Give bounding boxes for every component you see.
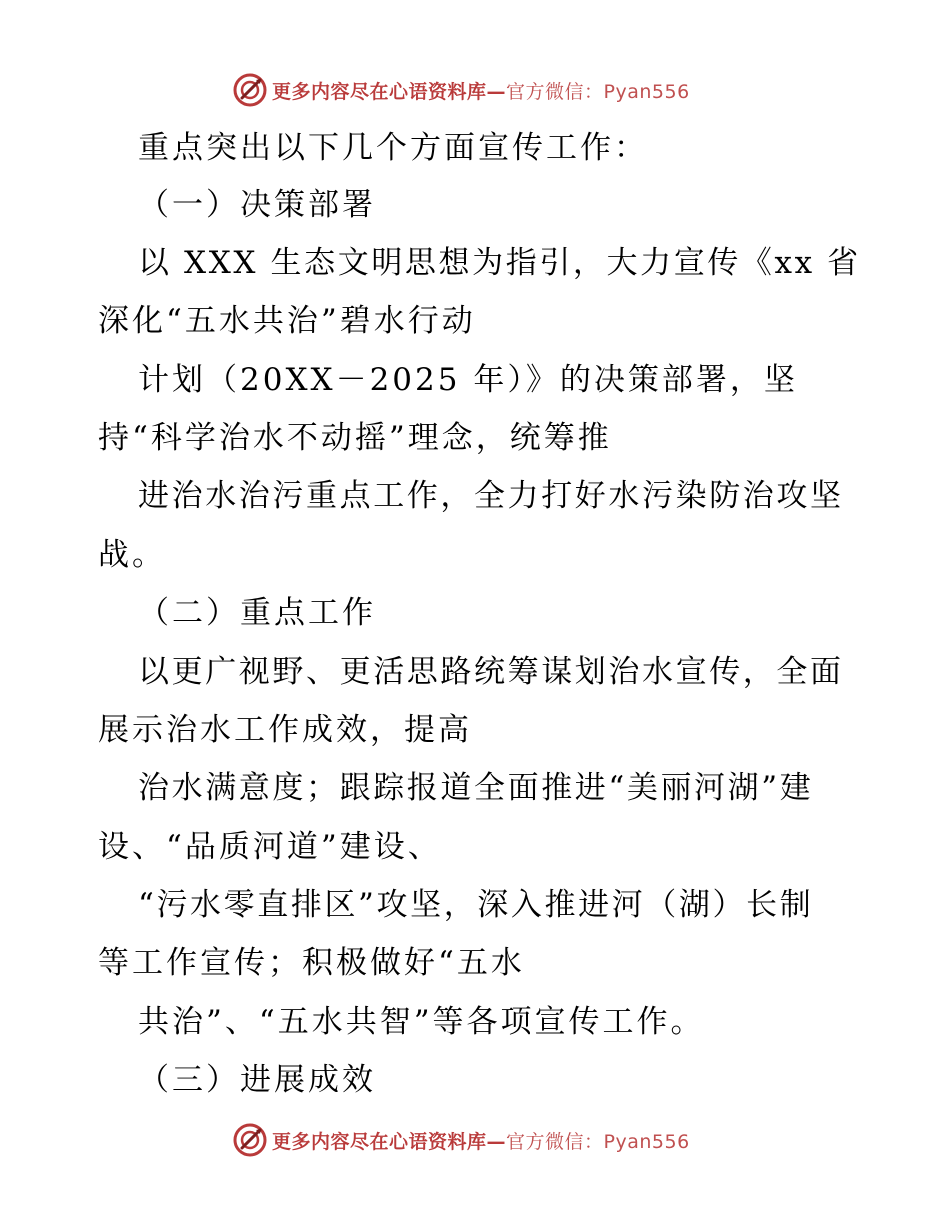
body-line-0: 重点突出以下几个方面宣传工作： bbox=[138, 130, 648, 166]
body-line-7: 战。 bbox=[98, 537, 166, 573]
body-line-15: 共治”、“五水共智”等各项宣传工作。 bbox=[138, 1004, 705, 1040]
header-banner-contact: 官方微信：Pyan556 bbox=[506, 80, 690, 103]
body-line-13: “污水零直排区”攻坚，深入推进河（湖）长制 bbox=[138, 887, 814, 923]
section-heading-2: （二）重点工作 bbox=[138, 595, 376, 631]
body-line-5: 持“科学治水不动摇”理念，统筹推 bbox=[98, 420, 612, 456]
body-line-3: 深化“五水共治”碧水行动 bbox=[98, 303, 476, 339]
header-banner-text bbox=[272, 77, 690, 104]
footer-banner bbox=[232, 1120, 712, 1160]
body-line-12: 设、“品质河道”建设、 bbox=[98, 829, 442, 865]
section-heading-3: （三）进展成效 bbox=[138, 1062, 376, 1098]
header-banner-title: 更多内容尽在心语资料库— bbox=[272, 80, 507, 103]
footer-banner-title: 更多内容尽在心语资料库— bbox=[272, 1130, 507, 1153]
header-banner bbox=[232, 70, 712, 110]
body-line-10: 展示治水工作成效，提高 bbox=[98, 712, 472, 748]
body-line-4: 计划（20XX－2025 年）》的决策部署，坚 bbox=[138, 362, 798, 398]
brand-logo-icon bbox=[232, 1122, 268, 1158]
brand-logo-icon bbox=[232, 72, 268, 108]
body-line-11: 治水满意度；跟踪报道全面推进“美丽河湖”建 bbox=[138, 770, 814, 806]
body-line-2: 以 XXX 生态文明思想为指引，大力宣传《xx 省 bbox=[138, 245, 861, 281]
footer-banner-text bbox=[272, 1127, 690, 1154]
body-line-9: 以更广视野、更活思路统筹谋划治水宣传，全面 bbox=[138, 654, 844, 690]
body-line-6: 进治水治污重点工作，全力打好水污染防治攻坚 bbox=[138, 478, 844, 514]
body-line-14: 等工作宣传；积极做好“五水 bbox=[98, 945, 525, 981]
section-heading-1: （一）决策部署 bbox=[138, 187, 376, 223]
footer-banner-contact: 官方微信：Pyan556 bbox=[506, 1130, 690, 1153]
